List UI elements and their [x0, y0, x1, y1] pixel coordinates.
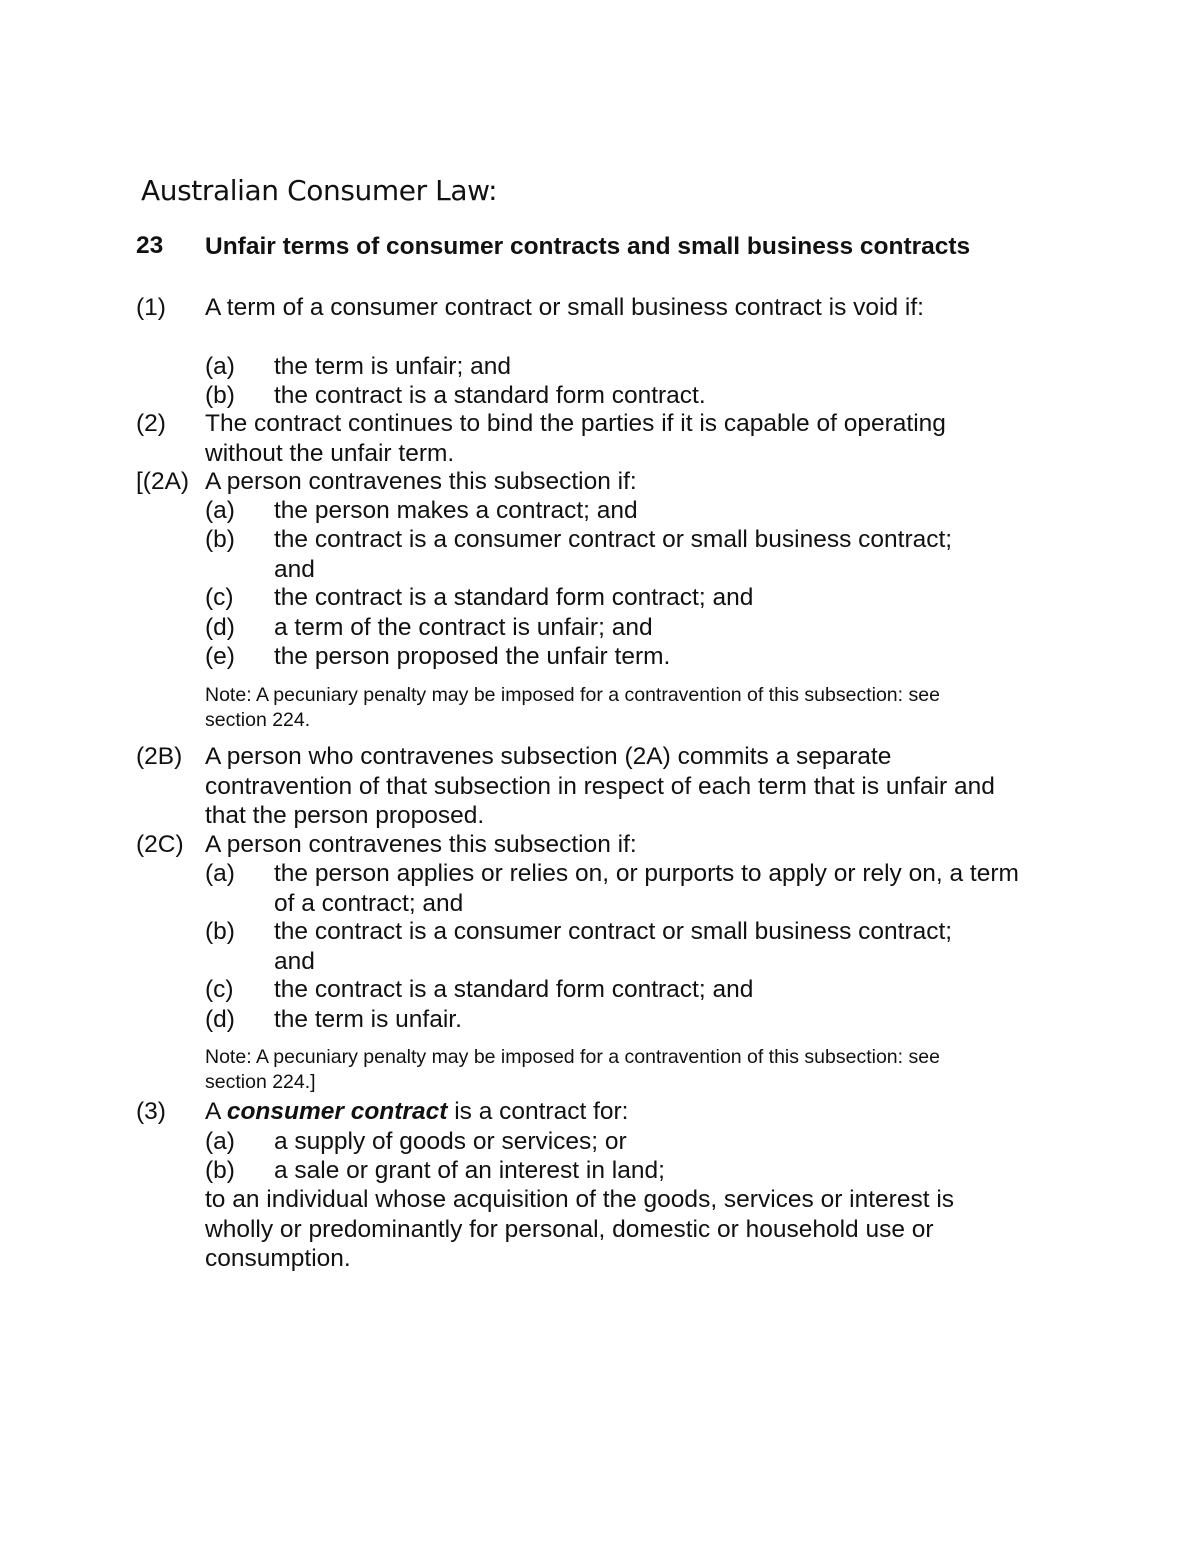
- paragraph-text: the contract is a standard form contract.: [274, 382, 706, 409]
- section-number: 23: [136, 232, 164, 259]
- paragraph-label: (c): [205, 976, 234, 1003]
- paragraph-label: (a): [205, 353, 235, 380]
- paragraph-label: (d): [205, 1006, 235, 1033]
- defined-term: consumer contract: [226, 1098, 448, 1125]
- paragraph-text: a term of the contract is unfair; and: [274, 614, 653, 641]
- paragraph-text: the person makes a contract; and: [274, 497, 638, 524]
- subsection-text: The contract continues to bind the parties if it is capable of operating without the unfair term.: [205, 410, 946, 467]
- paragraph-text: the term is unfair; and: [274, 353, 511, 380]
- subsection-label: (3): [136, 1098, 166, 1125]
- paragraph-text: the person applies or relies on, or purports to apply or rely on, a term of a contract; and: [274, 860, 1019, 917]
- paragraph-text: the contract is a standard form contract; and: [274, 976, 754, 1003]
- subsection-label: (2B): [136, 743, 183, 770]
- paragraph-text: the contract is a consumer contract or small business contract; and: [274, 918, 953, 975]
- paragraph-text: the person proposed the unfair term.: [274, 643, 671, 670]
- subsection-label: (2C): [136, 831, 184, 858]
- paragraph-text: a sale or grant of an interest in land;: [274, 1157, 665, 1184]
- paragraph-text: a supply of goods or services; or: [274, 1128, 627, 1155]
- paragraph-label: (e): [205, 643, 235, 670]
- subsection-text: [205, 1097, 975, 1127]
- paragraph-label: (a): [205, 1128, 235, 1155]
- text-prefix: A: [205, 1098, 220, 1125]
- subsection-text: A person contravenes this subsection if:: [205, 831, 637, 858]
- paragraph-label: (b): [205, 1157, 235, 1184]
- subsection-text: A person contravenes this subsection if:: [205, 468, 637, 495]
- paragraph-label: (d): [205, 614, 235, 641]
- paragraph-text: the term is unfair.: [274, 1006, 462, 1033]
- closing-text: to an individual whose acquisition of the goods, services or interest is wholly or predominantly for personal, domestic or household use or consumption.: [205, 1186, 955, 1272]
- penalty-note: Note: A pecuniary penalty may be imposed for a contravention of this subsection: see section 224.]: [205, 1046, 940, 1093]
- paragraph-label: (c): [205, 584, 234, 611]
- paragraph-label: (a): [205, 497, 235, 524]
- paragraph-label: (b): [205, 382, 235, 409]
- subsection-label: [(2A): [136, 468, 190, 495]
- section-title: Unfair terms of consumer contracts and small business contracts: [205, 233, 971, 260]
- paragraph-label: (b): [205, 526, 235, 553]
- subsection-label: (2): [136, 410, 166, 437]
- subsection-label: (1): [136, 294, 166, 321]
- paragraph-label: (b): [205, 918, 235, 945]
- text-suffix: is a contract for:: [454, 1098, 629, 1125]
- paragraph-text: the contract is a standard form contract; and: [274, 584, 754, 611]
- document-title: Australian Consumer Law:: [141, 174, 498, 207]
- penalty-note: Note: A pecuniary penalty may be imposed for a contravention of this subsection: see section 224.: [205, 684, 940, 731]
- subsection-text: A person who contravenes subsection (2A) commits a separate contravention of that subsection in respect of each term that is unfair and that the person proposed.: [205, 743, 995, 829]
- paragraph-label: (a): [205, 860, 235, 887]
- paragraph-text: the contract is a consumer contract or small business contract; and: [274, 526, 953, 583]
- subsection-text: A term of a consumer contract or small business contract is void if:: [205, 294, 924, 321]
